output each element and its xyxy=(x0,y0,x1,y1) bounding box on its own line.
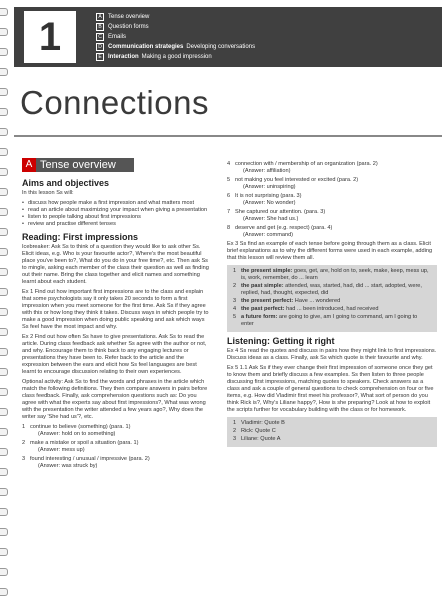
list-item: 2 make a mistake or spoil a situation (para. 1) (Answer: mess up) xyxy=(22,440,139,453)
unit-contents-menu xyxy=(96,12,255,62)
menu-item-c: C Emails xyxy=(96,32,255,42)
menu-item-b: B Question forms xyxy=(96,22,255,32)
menu-item-e: E Interaction Making a good impression xyxy=(96,52,255,62)
section-letter: A xyxy=(22,158,36,172)
binding-spine xyxy=(0,0,8,612)
aims-heading: Aims and objectives xyxy=(22,178,110,188)
unit-number: 1 xyxy=(24,11,76,63)
list-item: • discuss how people make a first impression and what matters most xyxy=(22,200,210,207)
section-tab xyxy=(22,158,134,172)
list-item: 5 a future form: are going to give, am I going to command, am I going to enter xyxy=(233,314,418,327)
ex1-text: Ex 1 Find out how important first impressions are to the class and explain that some psychologists say it only takes 20 seconds to form a first impression when you meet someone for the first time. Ask Ss if they agree with this or how long they think it takes. Discuss ways in which people try to make a good impression when doing public speaking and ask which ways Ss feel have the most impact and why. xyxy=(22,289,209,330)
list-item: 4 connection with / membership of an organization (para. 2) (Answer: affiliation) xyxy=(227,161,378,174)
tense-answer-box xyxy=(227,265,437,332)
list-item: 2 Rick: Quote C xyxy=(233,428,276,434)
page-title: Connections xyxy=(20,84,209,121)
left-column xyxy=(22,158,210,472)
section-label: Tense overview xyxy=(40,158,116,171)
list-item: 5 not making you feel interested or excited (para. 2) (Answer: uninspiring) xyxy=(227,177,359,190)
title-divider xyxy=(14,135,442,137)
list-item: 8 deserve and get (e.g. respect) (para. 4) (Answer: command) xyxy=(227,225,333,238)
right-column xyxy=(227,161,437,450)
icebreaker-text: Icebreaker: Ask Ss to think of a question they would like to ask other Ss. Elicit ideas, e.g. Who is your favourite actor?, Where's the most beautiful place you've been to?, What do you do in your free time?, etc. Then ask Ss to mingle, asking each member of the class their question as well as finding out their name. Bring the class together and elicit names and something learnt about each student. xyxy=(22,244,209,285)
menu-item-d: D Communication strategies Developing conversations xyxy=(96,42,255,52)
unit-header xyxy=(14,7,442,67)
ex3-text: Ex 3 Ss find an example of each tense before going through them as a class. Elicit brief explanations as to why the different forms were used in each example, adding that this lesson will review them all. xyxy=(227,241,433,261)
list-item: 7 She captured our attention. (para. 3) (Answer: She had us.) xyxy=(227,209,326,222)
listening-answer-box xyxy=(227,417,437,447)
list-item: 4 the past perfect: had ... been introduced, had received xyxy=(233,306,379,312)
menu-item-a: A Tense overview xyxy=(96,12,255,22)
ex2-text: Ex 2 Find out how often Ss have to give presentations. Ask Ss to read the article. During class feedback ask whether Ss agree with the author or not, and why. Encourage them to think back to any engaging lectures or presentations they have been to. Refer back to the article and the expression between the ears and elicit how Ss feel languages are best learnt to encourage discussion relating to their own experiences. xyxy=(22,334,207,375)
list-item: 1 the present simple: goes, get, are, hold on to, seek, make, keep, mess up, is, work, remember, do ... learn xyxy=(233,268,429,281)
list-item: 1 continue to believe (something) (para. 1) (Answer: hold on to something) xyxy=(22,424,131,437)
list-item: 3 the present perfect: Have ... wondered xyxy=(233,298,341,304)
listening-heading: Listening: Getting it right xyxy=(227,336,335,346)
list-item: 2 the past simple: attended, was, started, had, did ... start, adopted, were, replied, had, thought, expected, did xyxy=(233,283,422,296)
optional-activity-text: Optional activity: Ask Ss to find the words and phrases in the article which match the following definitions. They then compare answers in pairs before class feedback. Finally, ask comprehension questions such as: Do you agree with what the experts say about first impressions?, What was wrong with the presentation the writer attended a few years ago?, Why does the writer say 'She had us'?, etc. xyxy=(22,379,208,420)
list-item: 1 Vladimir: Quote B xyxy=(233,420,285,426)
ex5-text: Ex 5 1.1 Ask Ss if they ever change their first impression of someone once they get to know them and briefly discuss a few examples. Ss then listen to three people discussing first impressions, matching quotes to speakers. Check answers as a class and ask a couple of general questions to check comprehension on four or five items, e.g. How did Vladimir first meet his professor?, What sort of person do you think Rick is?, Why's Liliane happy?, How is she preparing? Look at how to exploit the scripts further for vocabulary building with the class or for homework. xyxy=(227,365,434,413)
list-item: • review and practise different tenses xyxy=(22,221,210,228)
list-item: 6 It is not surprising (para. 3) (Answer: No wonder) xyxy=(227,193,302,206)
list-item: 3 Liliane: Quote A xyxy=(233,436,281,442)
list-item: • read an article about maximizing your impact when giving a presentation xyxy=(22,207,210,214)
ex4-text: Ex 4 Ss read the quotes and discuss in pairs how they might link to first impressions. Discuss ideas as a class. Finally, ask Ss which quote is their favourite and why. xyxy=(227,348,437,361)
list-item: 3 found interesting / unusual / impressive (para. 2) (Answer: was struck by) xyxy=(22,456,150,469)
list-item: • listen to people talking about first impressions xyxy=(22,214,210,221)
reading-heading: Reading: First impressions xyxy=(22,232,139,242)
aims-intro: In this lesson Ss will: xyxy=(22,190,74,196)
aims-list xyxy=(22,200,210,228)
